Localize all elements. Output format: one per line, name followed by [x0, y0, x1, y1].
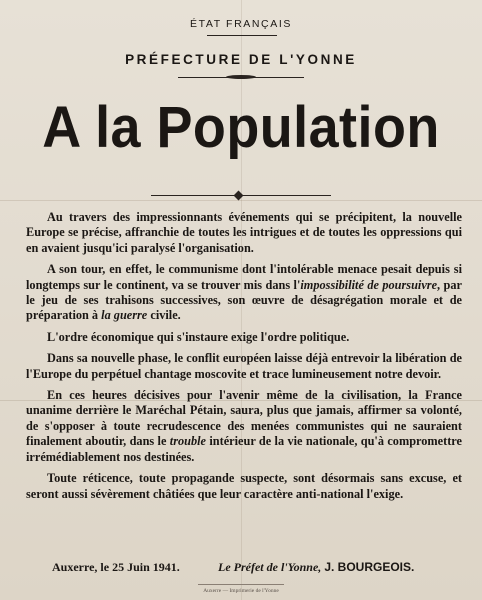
paragraph [26, 351, 462, 382]
signatory-name: J. BOURGEOIS. [324, 560, 415, 574]
prefecture-rule [178, 76, 304, 79]
paragraph-text: intérieur de la vie nationale, qu'à compromettre irrémédiablement nos destinées. [26, 434, 463, 464]
printer-imprint: Auxerre — Imprimerie de l'Yonne [203, 588, 279, 594]
paragraph [26, 388, 462, 465]
page-title: A la Population [42, 95, 440, 160]
printer-rule [198, 584, 284, 585]
paragraph-text: civile. [147, 308, 181, 323]
diamond-ornament-icon [234, 191, 244, 201]
paragraph-text: Dans sa nouvelle phase, le conflit européen laisse déjà entrevoir la libération de l'Europe du perpétuel chantage moscovite et trace lumineusement notre devoir. [26, 351, 462, 381]
proclamation-text [26, 210, 462, 508]
paragraph [26, 471, 462, 502]
prefecture-heading: PRÉFECTURE DE L'YONNE [125, 52, 357, 67]
paragraph [26, 210, 462, 256]
paragraph-text: Au travers des impressionnants événements qui se précipitent, la nouvelle Europe se précise, affranchie de toutes les intrigues et de toutes les oppressions qui en avaient jusqu'ici paralysé l'organisation. [26, 210, 462, 255]
signature-line [0, 560, 482, 576]
state-heading: ÉTAT FRANÇAIS [190, 18, 292, 30]
emphasis-text: la guerre [101, 308, 148, 323]
paragraph-text: L'ordre économique qui s'instaure exige l'ordre politique. [47, 329, 350, 344]
emphasis-text: impossibilité de poursuivre [300, 277, 438, 292]
ornament-divider [151, 193, 331, 199]
paragraph-text: , par le jeu de ses trahisons successives, son œuvre de désagrégation morale et de préparation à [26, 277, 462, 323]
emphasis-text: trouble [169, 434, 206, 449]
paragraph-text: A son tour, en effet, le communisme dont l'intolérable menace pesait depuis si longtemps sur le continent, va se trouver mis dans l' [26, 262, 462, 292]
paragraph [26, 330, 462, 345]
paragraph [26, 262, 462, 324]
heading-rule [207, 35, 277, 36]
paragraph-text: En ces heures décisives pour l'avenir même de la civilisation, la France unanime derrière le Maréchal Pétain, saura, plus que jamais, affirmer sa volonté, de s'opposer à toute recrudescence des menées communistes qui ne sauraient finalement aboutir, dans le [26, 388, 462, 449]
signatory [218, 560, 414, 575]
signatory-title: Le Préfet de l'Yonne, [218, 560, 322, 574]
paragraph-text: Toute réticence, toute propagande suspecte, sont désormais sans excuse, et seront aussi sévèrement châtiées que leur caractère anti-national l'exige. [26, 471, 462, 501]
place-date: Auxerre, le 25 Juin 1941. [52, 560, 180, 574]
